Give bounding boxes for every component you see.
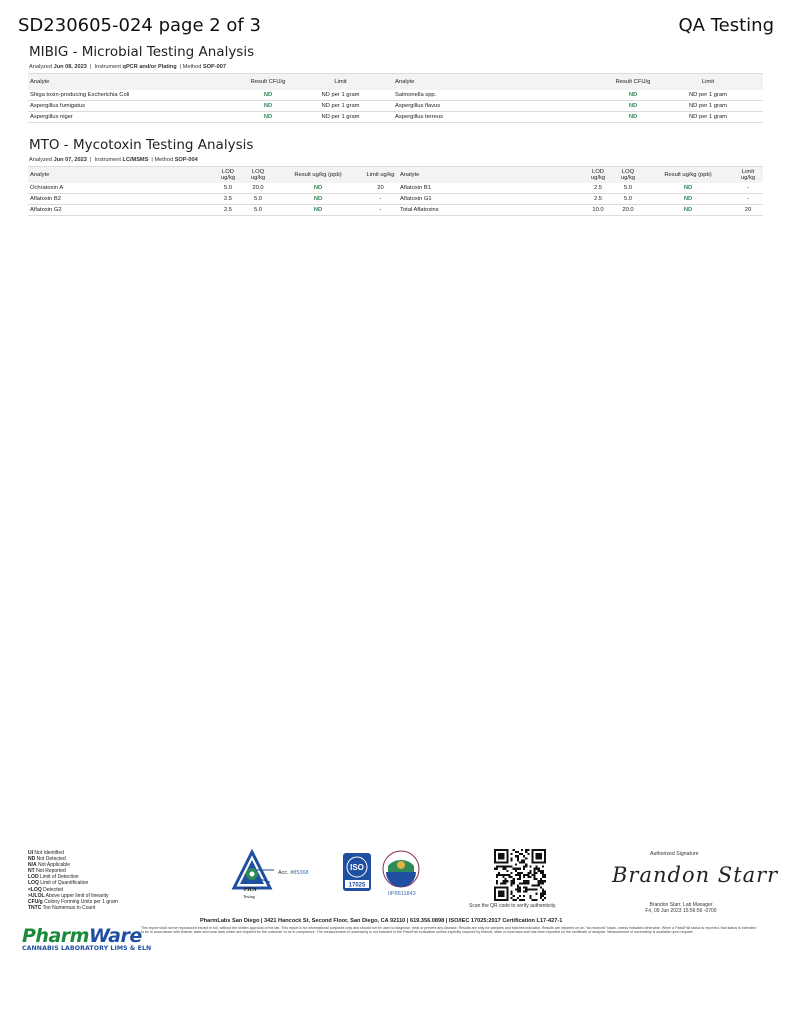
- result-cell: ND: [248, 101, 288, 112]
- qr-caption: Scan the QR code to verify authenticity.: [469, 903, 557, 909]
- column-header: LOD ug/kg: [213, 167, 243, 184]
- loq-cell: 5.0: [613, 183, 643, 194]
- disclaimer-text: This report shall not be reproduced except in full, without the written approval of the lab. This report is for informational purposes only and should not be used to diagnose, treat or prevent any disease. Results are only for samples and batches indicated. Results are reported on an "as received" basis, unless indicated otherwise. When a Pass/Fail status is reported, that status is intended to be in accordance with federal, state and local laws which are required for the customer to be in compliance. The measurement of uncertainty is not included in the Pass/Fail evaluation unless explicitly required by federal, state or local laws and has been reported on the certificate of analysis. Measurement of uncertainty is available upon request.: [141, 926, 756, 935]
- report-page-title: SD230605-024 page 2 of 3: [18, 15, 261, 36]
- legend-abbreviation: >ULOL: [28, 892, 45, 899]
- header-right-label: QA Testing: [678, 15, 774, 36]
- lod-cell: 2.5: [583, 194, 613, 205]
- column-header: Result CFU/g: [248, 74, 288, 91]
- lod-cell: 2.5: [213, 194, 243, 205]
- lod-cell: 5.0: [213, 183, 243, 194]
- result-cell: ND: [273, 183, 363, 194]
- legend-abbreviation: UI: [28, 850, 33, 856]
- analyte-cell: Aspergillus flavus: [393, 101, 613, 112]
- accreditation-seal-icon: [382, 850, 420, 888]
- pharmware-logo: [22, 925, 151, 952]
- loq-cell: 20.0: [243, 183, 273, 194]
- analyte-cell: Aflatoxin B1: [398, 183, 583, 194]
- column-header: Result CFU/g: [613, 74, 653, 91]
- legend-meaning: Above upper limit of linearity: [45, 892, 109, 899]
- legend-abbreviation: LOD: [28, 874, 39, 881]
- legend-abbreviation: LOQ: [28, 880, 39, 887]
- legend-meaning: Detected: [43, 886, 64, 893]
- signature-heading: Authorized Signature: [650, 851, 699, 857]
- table-row: [28, 194, 763, 205]
- result-cell: ND: [643, 183, 733, 194]
- lod-cell: 2.5: [583, 183, 613, 194]
- loq-cell: 5.0: [613, 194, 643, 205]
- column-header: Analyte: [398, 167, 583, 184]
- limit-cell: 20: [363, 183, 398, 194]
- mibig-table: [28, 73, 763, 123]
- result-cell: ND: [248, 90, 288, 101]
- iaps-number: IIP8611843: [388, 891, 416, 897]
- svg-text:ISO: ISO: [350, 863, 364, 872]
- mto-table: [28, 166, 763, 216]
- legend-meaning: Not Applicable: [38, 862, 70, 869]
- lab-address: PharmLabs San Diego | 3421 Hancock St, Second Floor, San Diego, CA 92110 | 619.356.0898 | ISO/IEC 17025:2017 Certification L17-427-1: [200, 918, 563, 924]
- column-header: Limit ug/kg: [363, 167, 398, 184]
- legend-abbreviation: CFU/g: [28, 898, 43, 905]
- result-cell: ND: [273, 205, 363, 216]
- legend-meaning: Not Detected: [36, 856, 66, 863]
- limit-cell: ND per 1 gram: [653, 101, 763, 112]
- legend-meaning: Not Reported: [36, 868, 66, 875]
- column-header: Limit: [288, 74, 393, 91]
- mto-section-title: MTO - Mycotoxin Testing Analysis: [29, 137, 254, 153]
- column-header: Result ug/kg (ppb): [273, 167, 363, 184]
- legend-abbreviation: N/A: [28, 862, 37, 869]
- limit-cell: -: [363, 194, 398, 205]
- loq-cell: 20.0: [613, 205, 643, 216]
- limit-cell: ND per 1 gram: [288, 112, 393, 123]
- legend-meaning: Colony Forming Units per 1 gram: [44, 898, 118, 905]
- column-header: Limit: [653, 74, 763, 91]
- lod-cell: 2.5: [213, 205, 243, 216]
- limit-cell: ND per 1 gram: [653, 112, 763, 123]
- column-header: Limit ug/kg: [733, 167, 763, 184]
- abbreviation-legend: [28, 850, 118, 911]
- legend-meaning: Limit of Detection: [39, 874, 79, 881]
- legend-abbreviation: <LOQ: [28, 886, 42, 893]
- result-cell: ND: [273, 194, 363, 205]
- analyte-cell: Aflatoxin G1: [398, 194, 583, 205]
- limit-cell: -: [363, 205, 398, 216]
- analyte-cell: Aflatoxin G2: [28, 205, 213, 216]
- pjla-label: PJLA: [244, 888, 257, 893]
- table-row: [28, 112, 763, 123]
- signature-date: Fri, 09 Jun 2023 15:56:56 -0700: [645, 908, 717, 914]
- legend-meaning: Too Numerous to Count: [42, 904, 96, 911]
- analyte-cell: Aflatoxin B2: [28, 194, 213, 205]
- svg-text:17025: 17025: [348, 882, 366, 889]
- column-header: LOQ ug/kg: [243, 167, 273, 184]
- pharmware-brand: PharmWare: [22, 925, 142, 947]
- pjla-sub-label: Testing: [243, 894, 255, 899]
- mibig-meta: Analyzed Jun 08, 2023 | Instrument qPCR and/or Plating | Method SOP-007: [29, 64, 226, 70]
- loq-cell: 5.0: [243, 194, 273, 205]
- limit-cell: -: [733, 194, 763, 205]
- handwritten-signature: Brandon Starr: [612, 863, 779, 887]
- limit-cell: ND per 1 gram: [288, 90, 393, 101]
- analyte-cell: Total Aflatoxins: [398, 205, 583, 216]
- analyte-cell: Ochratoxin A: [28, 183, 213, 194]
- legend-abbreviation: TNTC: [28, 904, 42, 911]
- legend-meaning: Not Identified: [34, 850, 64, 856]
- pjla-accreditation-number: Acc. #85368: [278, 870, 309, 876]
- limit-cell: -: [733, 183, 763, 194]
- column-header: Analyte: [28, 74, 248, 91]
- result-cell: ND: [613, 112, 653, 123]
- table-row: [28, 183, 763, 194]
- legend-meaning: Limit of Quantification: [40, 880, 89, 887]
- analyte-cell: Aspergillus terreus: [393, 112, 613, 123]
- column-header: LOD ug/kg: [583, 167, 613, 184]
- analyte-cell: Aspergillus fumigatus: [28, 101, 248, 112]
- signer-name: Brandon Starr, Lab Manager: [649, 902, 713, 908]
- limit-cell: ND per 1 gram: [653, 90, 763, 101]
- mibig-section-title: MIBIG - Microbial Testing Analysis: [29, 44, 255, 60]
- legend-item: [28, 905, 118, 911]
- legend-abbreviation: ND: [28, 856, 36, 863]
- result-cell: ND: [613, 90, 653, 101]
- result-cell: ND: [248, 112, 288, 123]
- iso-17025-badge-icon: [342, 852, 372, 892]
- column-header: Analyte: [28, 167, 213, 184]
- column-header: LOQ ug/kg: [613, 167, 643, 184]
- analyte-cell: Salmonella spp.: [393, 90, 613, 101]
- result-cell: ND: [643, 205, 733, 216]
- mto-meta: Analyzed Jun 07, 2023 | Instrument LC/MSMS | Method SOP-004: [29, 157, 198, 163]
- analyte-cell: Shiga toxin-producing Escherichia Coli: [28, 90, 248, 101]
- analyte-cell: Aspergillus niger: [28, 112, 248, 123]
- limit-cell: 20: [733, 205, 763, 216]
- column-header: Result ug/kg (ppb): [643, 167, 733, 184]
- result-cell: ND: [613, 101, 653, 112]
- pharmware-tagline: CANNABIS LABORATORY LIMS & ELN: [22, 945, 152, 952]
- limit-cell: ND per 1 gram: [288, 101, 393, 112]
- qr-code-icon[interactable]: [494, 849, 546, 901]
- table-row: [28, 90, 763, 101]
- table-row: [28, 101, 763, 112]
- signer-block: [640, 902, 722, 914]
- loq-cell: 5.0: [243, 205, 273, 216]
- lod-cell: 10.0: [583, 205, 613, 216]
- result-cell: ND: [643, 194, 733, 205]
- table-row: [28, 205, 763, 216]
- column-header: Analyte: [393, 74, 613, 91]
- page-header: [18, 15, 774, 39]
- legend-abbreviation: NT: [28, 868, 35, 875]
